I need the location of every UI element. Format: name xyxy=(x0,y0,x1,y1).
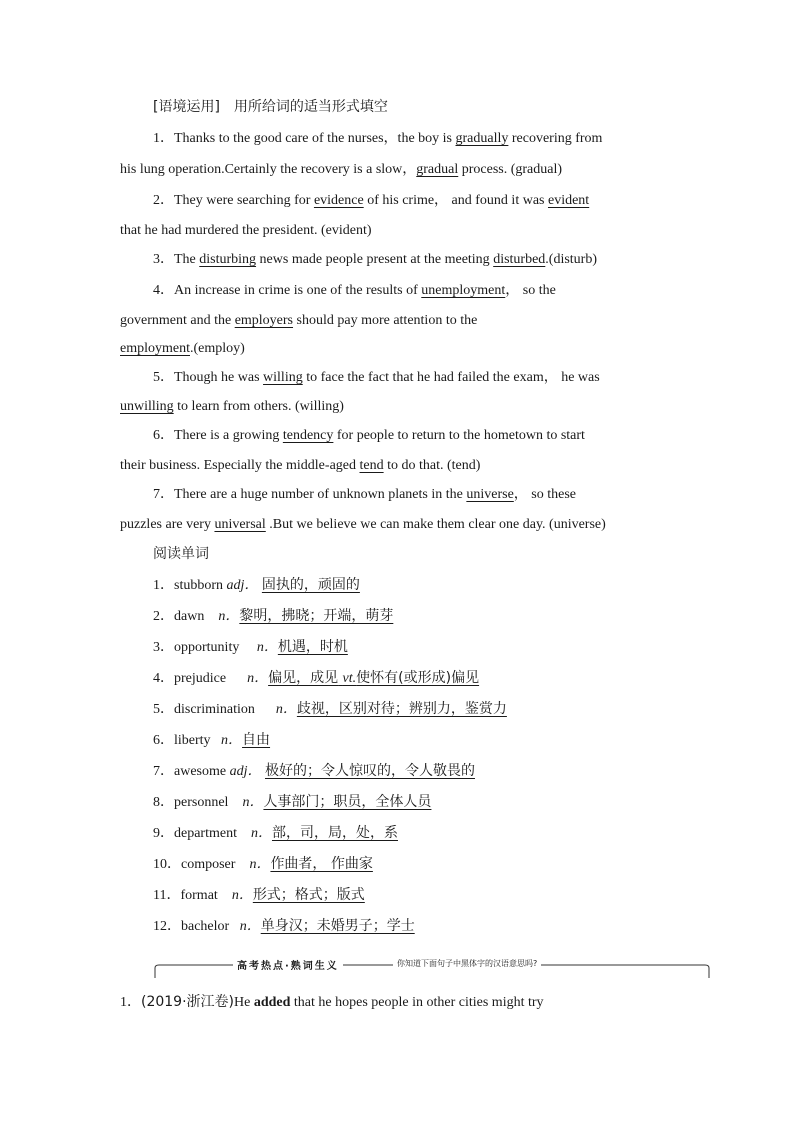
exercise-2-line-2 xyxy=(120,222,372,240)
vocab-item xyxy=(153,855,373,874)
part-of-speech: n． xyxy=(275,702,297,717)
exercise-text: government and the xyxy=(120,313,235,328)
vocab-item xyxy=(153,638,348,657)
vocab-word: prejudice xyxy=(174,671,227,686)
exercise-7-line-1 xyxy=(153,486,576,504)
vocab-word: department xyxy=(174,826,237,841)
vocab-number: 1． xyxy=(153,578,174,593)
answer-blank: disturbing xyxy=(199,252,257,267)
exercise-3-line-1 xyxy=(153,251,597,269)
exercise-5-line-1 xyxy=(153,369,600,387)
vocab-item xyxy=(153,793,431,812)
answer-blank: unemployment xyxy=(421,283,506,298)
vocab-item xyxy=(153,762,475,781)
vocab-number: 11． xyxy=(153,888,181,903)
vocab-item xyxy=(153,607,393,626)
exercise-text: ， so these xyxy=(513,487,577,502)
vocab-meaning: 机遇，时机 xyxy=(277,639,348,655)
part-of-speech: n． xyxy=(221,733,243,748)
exercise-7-line-2 xyxy=(120,516,606,534)
vocab-meaning: 极好的；令人惊叹的，令人敬畏的 xyxy=(264,763,475,779)
answer-blank: universal xyxy=(214,517,266,532)
part-of-speech: n． xyxy=(250,826,272,841)
answer-blank: evidence xyxy=(313,193,364,208)
answer-blank: willing xyxy=(263,370,303,385)
part-of-speech: n． xyxy=(256,640,278,655)
part-of-speech: n． xyxy=(239,919,261,934)
vocab-meaning: 作曲者， 作曲家 xyxy=(270,856,373,872)
exercise-text: to learn from others. (willing) xyxy=(173,399,344,414)
vocab-number: 5． xyxy=(153,702,174,717)
exercise-text: Though he was xyxy=(174,370,264,385)
exercise-number: 3． xyxy=(153,252,174,267)
exercise-text: An increase in crime is one of the results of xyxy=(174,283,422,298)
vocab-item xyxy=(153,824,398,843)
vocab-word: dawn xyxy=(174,609,205,624)
vocab-meaning: 部，司，局，处，系 xyxy=(271,825,398,841)
vocab-number: 7． xyxy=(153,764,174,779)
exercise-number: 7． xyxy=(153,487,174,502)
vocab-item xyxy=(153,700,507,719)
vocab-number: 3． xyxy=(153,640,174,655)
exercise-text: .(disturb) xyxy=(545,252,598,267)
vocab-word: liberty xyxy=(174,733,211,748)
part-of-speech: adj． xyxy=(226,578,259,593)
exercise-4-line-3 xyxy=(120,340,245,358)
vocab-word: discrimination xyxy=(174,702,255,717)
exercise-text: .(employ) xyxy=(190,341,245,356)
example-source: (2019·浙江卷) xyxy=(141,994,235,1010)
exercise-text: .But we believe we can make them clear one day. (universe) xyxy=(265,517,606,532)
vocab-meaning: 单身汉；未婚男子；学士 xyxy=(260,918,415,934)
example-text: that he hopes people in other cities might try xyxy=(290,995,544,1010)
exercise-text: that he had murdered the president. (evident) xyxy=(120,223,372,238)
exercise-1-line-2 xyxy=(120,161,562,179)
exercise-text: puzzles are very xyxy=(120,517,215,532)
exercise-text: news made people present at the meeting xyxy=(256,252,494,267)
vocab-number: 6． xyxy=(153,733,174,748)
section-title: [语境运用] 用所给词的适当形式填空 xyxy=(153,99,388,115)
exercise-text: for people to return to the hometown to start xyxy=(333,428,585,443)
exercise-text: should pay more attention to the xyxy=(293,313,478,328)
banner-subtitle: 你知道下面句子中黑体字的汉语意思吗? xyxy=(393,958,541,969)
exercise-text: to do that. (tend) xyxy=(383,458,481,473)
vocab-meaning xyxy=(268,670,479,686)
exercise-text: They were searching for xyxy=(174,193,314,208)
vocab-meaning: 固执的，顽固的 xyxy=(261,577,360,593)
part-of-speech: n． xyxy=(247,671,269,686)
example-sentence-1 xyxy=(120,993,544,1012)
vocab-number: 8． xyxy=(153,795,174,810)
vocab-meaning-noun: 偏见，成见 xyxy=(268,670,339,686)
exercise-text: Thanks to the good care of the nurses，the boy is xyxy=(174,131,456,146)
part-of-speech-2: vt. xyxy=(342,671,357,686)
vocab-number: 10． xyxy=(153,857,181,872)
exercise-number: 1． xyxy=(153,131,174,146)
answer-blank: employers xyxy=(234,313,294,328)
exercise-text: recovering from xyxy=(508,131,603,146)
exercise-number: 2． xyxy=(153,193,174,208)
highlighted-word: added xyxy=(253,995,291,1010)
exercise-6-line-2 xyxy=(120,457,480,475)
exercise-text: ， so the xyxy=(505,283,556,298)
vocab-word: awesome xyxy=(174,764,227,779)
exercise-4-line-1 xyxy=(153,282,556,300)
exercise-number: 4． xyxy=(153,283,174,298)
vocab-number: 2． xyxy=(153,609,174,624)
answer-blank: tend xyxy=(359,458,384,473)
answer-blank: disturbed xyxy=(493,252,546,267)
exercise-text: of his crime， and found it was xyxy=(363,193,548,208)
exercise-text: his lung operation.Certainly the recovery is a slow， xyxy=(120,162,417,177)
part-of-speech: n． xyxy=(249,857,271,872)
part-of-speech: n． xyxy=(231,888,253,903)
part-of-speech: n． xyxy=(218,609,240,624)
vocab-meaning: 形式；格式；版式 xyxy=(252,887,365,903)
vocab-number: 4． xyxy=(153,671,174,686)
vocab-item xyxy=(153,731,270,750)
banner-title: 高考热点·熟词生义 xyxy=(233,957,343,972)
answer-blank: employment xyxy=(120,341,190,356)
vocab-word: composer xyxy=(181,857,236,872)
vocab-word: personnel xyxy=(174,795,229,810)
answer-blank: evident xyxy=(547,193,590,208)
example-number: 1． xyxy=(120,995,141,1010)
section-banner xyxy=(153,952,711,980)
reading-title: 阅读单词 xyxy=(153,546,209,562)
vocab-item xyxy=(153,917,415,936)
example-text: He xyxy=(234,995,254,1010)
answer-blank: tendency xyxy=(282,428,334,443)
answer-blank: gradual xyxy=(416,162,459,177)
exercise-text: to face the fact that he had failed the exam， he was xyxy=(302,370,600,385)
exercise-number: 6． xyxy=(153,428,174,443)
vocab-meaning: 黎明，拂晓；开端，萌芽 xyxy=(239,608,394,624)
vocab-item xyxy=(153,886,365,905)
exercise-6-line-1 xyxy=(153,427,585,445)
vocab-item xyxy=(153,576,360,595)
part-of-speech: n． xyxy=(242,795,264,810)
exercise-5-line-2 xyxy=(120,398,344,416)
exercise-text: their business. Especially the middle-aged xyxy=(120,458,360,473)
vocab-meaning: 歧视，区别对待；辨别力，鉴赏力 xyxy=(296,701,507,717)
vocab-word: stubborn xyxy=(174,578,223,593)
exercise-text: There is a growing xyxy=(174,428,283,443)
answer-blank: universe xyxy=(466,487,514,502)
vocab-number: 9． xyxy=(153,826,174,841)
vocab-word: format xyxy=(180,888,218,903)
vocab-meaning: 人事部门；职员，全体人员 xyxy=(263,794,432,810)
vocab-meaning: 自由 xyxy=(242,732,271,748)
exercise-text: The xyxy=(174,252,200,267)
exercise-text: There are a huge number of unknown planets in the xyxy=(174,487,467,502)
vocab-item xyxy=(153,669,479,688)
vocab-word: bachelor xyxy=(181,919,230,934)
exercise-4-line-2 xyxy=(120,312,477,330)
vocab-word: opportunity xyxy=(174,640,240,655)
answer-blank: unwilling xyxy=(120,399,174,414)
exercise-text: process. (gradual) xyxy=(458,162,563,177)
exercise-number: 5． xyxy=(153,370,174,385)
answer-blank: gradually xyxy=(455,131,509,146)
vocab-number: 12． xyxy=(153,919,181,934)
part-of-speech: adj． xyxy=(229,764,262,779)
vocab-meaning-verb: 使怀有(或形成)偏见 xyxy=(356,670,480,686)
exercise-2-line-1 xyxy=(153,192,589,210)
exercise-1-line-1 xyxy=(153,130,602,148)
